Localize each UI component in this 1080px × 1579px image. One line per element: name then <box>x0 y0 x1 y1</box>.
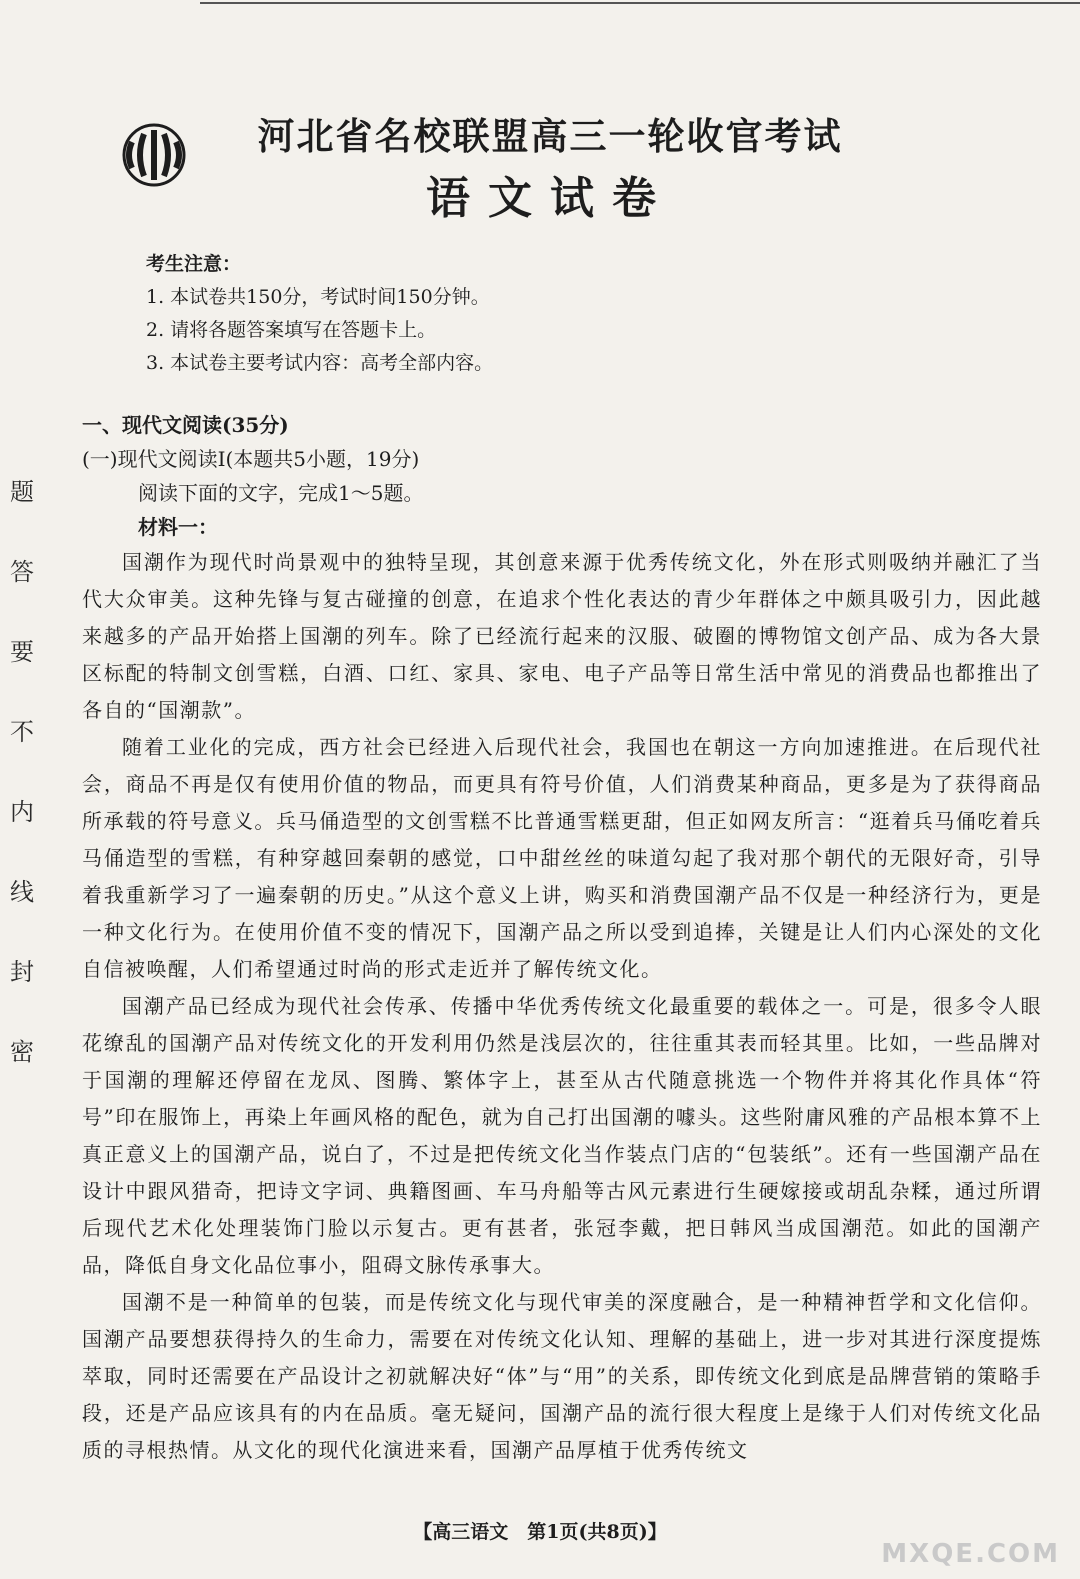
candidate-notice <box>146 248 493 380</box>
margin-char: 题 <box>10 478 34 506</box>
instruction-text: 阅读下面的文字，完成1～5题。 <box>138 481 424 505</box>
reading-section <box>82 408 1042 1469</box>
passage-paragraph: 国潮不是一种简单的包装，而是传统文化与现代审美的深度融合，是一种精神哲学和文化信仰。国潮产品要想获得持久的生命力，需要在对传统文化认知、理解的基础上，进一步对其进行深度提炼萃取，同时还需要在产品设计之初就解决好“体”与“用”的关系，即传统文化到底是品牌营销的策略手段，还是产品应该具有的内在品质。毫无疑问，国潮产品的流行很大程度上是缘于人们对传统文化品质的寻根热情。从文化的现代化演进来看，国潮产品厚植于优秀传统文 <box>82 1290 1042 1462</box>
section-title: 一、现代文阅读(35分) <box>82 413 289 437</box>
passage-paragraph: 随着工业化的完成，西方社会已经进入后现代社会，我国也在朝这一方向加速推进。在后现代社会，商品不再是仅有使用价值的物品，而更具有符号价值，人们消费某种商品，更多是为了获得商品所承载的符号意义。兵马俑造型的文创雪糕不比普通雪糕更甜，但正如网友所言：“逛着兵马俑吃着兵马俑造型的雪糕，有种穿越回秦朝的感觉，口中甜丝丝的味道勾起了我对那个朝代的无限好奇，引导着我重新学习了一遍秦朝的历史。”从这个意义上讲，购买和消费国潮产品不仅是一种经济行为，更是一种文化行为。在使用价值不变的情况下，国潮产品之所以受到追捧，关键是让人们内心深处的文化自信被唤醒，人们希望通过时尚的形式走近并了解传统文化。 <box>82 735 1042 981</box>
margin-char: 答 <box>10 558 34 586</box>
notice-heading: 考生注意： <box>146 253 242 275</box>
material-label: 材料一： <box>138 515 218 539</box>
sub-section-title: (一)现代文阅读Ⅰ(本题共5小题，19分) <box>82 447 420 471</box>
passage-paragraph: 国潮作为现代时尚景观中的独特呈现，其创意来源于优秀传统文化，外在形式则吸纳并融汇了当代大众审美。这种先锋与复古碰撞的创意，在追求个性化表达的青少年群体之中颇具吸引力，因此越来越多的产品开始搭上国潮的列车。除了已经流行起来的汉服、破圈的博物馆文创产品、成为各大景区标配的特制文创雪糕，白酒、口红、家具、家电、电子产品等日常生活中常见的消费品也都推出了各自的“国潮款”。 <box>82 550 1042 722</box>
exam-subject-title: 语文试卷 <box>426 173 674 224</box>
margin-char: 线 <box>10 878 34 906</box>
watermark: MXQE.COM <box>881 1539 1060 1569</box>
school-logo-icon <box>118 122 190 188</box>
exam-title: 河北省名校联盟高三一轮收官考试 <box>257 114 843 158</box>
margin-char: 要 <box>10 638 34 666</box>
passage-paragraph: 国潮产品已经成为现代社会传承、传播中华优秀传统文化最重要的载体之一。可是，很多令人眼花缭乱的国潮产品对传统文化的开发利用仍然是浅层次的，往往重其表而轻其里。比如，一些品牌对于国潮的理解还停留在龙凤、图腾、繁体字上，甚至从古代随意挑选一个物件并将其化作具体“符号”印在服饰上，再染上年画风格的配色，就为自己打出国潮的噱头。这些附庸风雅的产品根本算不上真正意义上的国潮产品，说白了，不过是把传统文化当作装点门店的“包装纸”。还有一些国潮产品在设计中跟风猎奇，把诗文字词、典籍图画、车马舟船等古风元素进行生硬嫁接或胡乱杂糅，通过所谓后现代艺术化处理装饰门脸以示复古。更有甚者，张冠李戴，把日韩风当成国潮范。如此的国潮产品，降低自身文化品位事小，阻碍文脉传承事大。 <box>82 994 1042 1277</box>
notice-item: 1. 本试卷共150分，考试时间150分钟。 <box>146 286 490 308</box>
page-footer: 【高三语文 第1页(共8页)】 <box>413 1521 667 1543</box>
notice-item: 2. 请将各题答案填写在答题卡上。 <box>146 319 437 341</box>
margin-char: 内 <box>10 798 34 826</box>
notice-item: 3. 本试卷主要考试内容：高考全部内容。 <box>146 352 494 374</box>
margin-char: 封 <box>10 958 34 986</box>
margin-char: 密 <box>10 1038 34 1066</box>
binding-margin-text <box>2 480 42 1120</box>
top-border-line <box>200 2 1080 4</box>
margin-char: 不 <box>10 718 34 746</box>
